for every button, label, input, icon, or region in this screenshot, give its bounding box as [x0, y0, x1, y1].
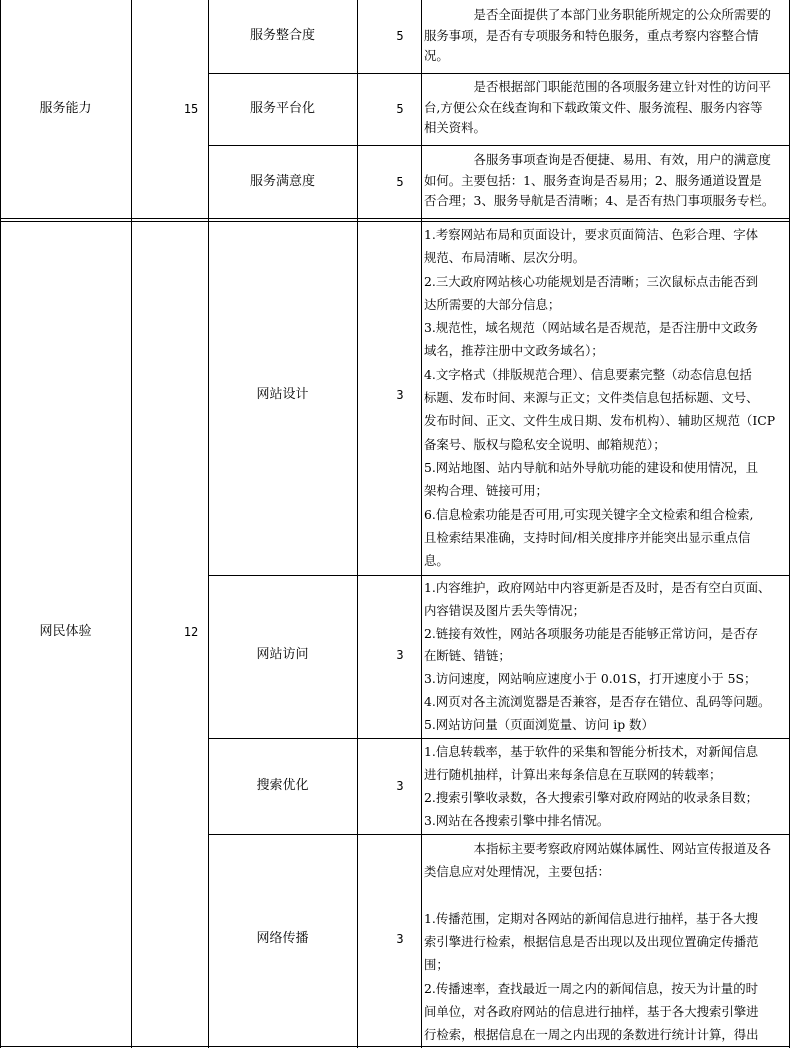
- item-description: [424, 577, 788, 737]
- description-line: 在断链、错链；: [424, 648, 511, 664]
- item-name: 网站设计: [256, 387, 309, 402]
- item-points: 5: [396, 175, 404, 189]
- description-line: 否合理；3、服务导航是否清晰；4、是否有热门事项服务专栏。: [424, 193, 775, 208]
- category-score: 15: [183, 102, 199, 116]
- description-line: 域名，推荐注册中文政务域名）；: [424, 343, 604, 359]
- description-line: 索引擎进行检索，根据信息是否出现以及出现位置确定传播范: [424, 934, 759, 950]
- description-line: 标题、发布时间、来源与正文；文件类信息包括标题、文号、: [424, 390, 759, 406]
- description-line: 围；: [424, 957, 449, 973]
- item-name: 网站访问: [256, 647, 309, 662]
- description-line: 各服务事项查询是否便捷、易用、有效，用户的满意度: [424, 152, 771, 167]
- description-line: 规范、布局清晰、层次分明。: [424, 250, 586, 266]
- column-divider: [208, 0, 209, 1048]
- item-description: [424, 150, 788, 212]
- description-line: 1.信息转载率，基于软件的采集和智能分析技术，对新闻信息: [424, 744, 758, 759]
- description-line: 5.网站地图、站内导航和站外导航功能的建设和使用情况，且: [424, 459, 758, 475]
- description-line: 如何。主要包括：1、服务查询是否易用；2、服务通道设置是: [424, 172, 762, 188]
- column-divider: [357, 0, 358, 1048]
- description-line: 5.网站访问量（页面浏览量、访问 ip 数）: [424, 716, 654, 732]
- category-cell: 服务能力: [39, 101, 92, 116]
- description-line: 达所需要的大部分信息；: [424, 296, 561, 312]
- description-line: 3.访问速度，网站响应速度小于 0.01S，打开速度小于 5S；: [424, 671, 757, 687]
- description-line: 况。: [424, 48, 449, 63]
- row-divider: [208, 73, 790, 74]
- row-divider: [0, 218, 790, 219]
- description-line: 备案号、版权与隐私安全说明、邮箱规范）；: [424, 436, 666, 452]
- item-description: [424, 5, 788, 67]
- item-name: 搜索优化: [256, 778, 309, 793]
- item-points: 3: [396, 779, 404, 793]
- item-name: 网络传播: [256, 931, 309, 946]
- description-line: 台,方便公众在线查询和下载政策文件、服务流程、服务内容等: [424, 99, 763, 115]
- item-name: 服务整合度: [249, 28, 315, 43]
- description-line: 2.三大政府网站核心功能规划是否清晰；三次鼠标点击能否到: [424, 273, 758, 289]
- description-line: 2.传播速率，查找最近一周之内的新闻信息，按天为计量的时: [424, 980, 758, 996]
- row-divider: [208, 834, 790, 835]
- description-line: 2.搜索引擎收录数，各大搜索引擎对政府网站的收录条目数；: [424, 790, 758, 805]
- description-line: 6.信息检索功能是否可用,可实现关键字全文检索和组合检索,: [424, 506, 754, 522]
- row-divider: [208, 575, 790, 576]
- description-line: 发布时间、正文、文件生成日期、发布机构）、辅助区规范（ICP: [424, 413, 776, 429]
- description-line: 相关资料。: [424, 120, 486, 135]
- item-description: [424, 740, 788, 832]
- description-line: 3.规范性，域名规范（网站域名是否规范，是否注册中文政务: [424, 320, 758, 336]
- row-divider: [0, 221, 790, 222]
- description-line: 间单位，对各政府网站的信息进行抽样，基于各大搜索引擎进: [424, 1004, 759, 1020]
- description-line: 3.网站在各搜索引擎中排名情况。: [424, 813, 610, 828]
- category-cell: 网民体验: [39, 624, 92, 639]
- description-line: 是否根据部门职能范围的各项服务建立针对性的访问平: [424, 79, 771, 94]
- item-name: 服务平台化: [249, 101, 315, 116]
- description-line: 是否全面提供了本部门业务职能所规定的公众所需要的: [424, 7, 771, 22]
- column-divider: [131, 0, 132, 1048]
- category-score: 12: [183, 625, 199, 639]
- description-line: 1.考察网站布局和页面设计，要求页面简洁、色彩合理、字体: [424, 227, 758, 242]
- description-line: 行检索，根据信息在一周之内出现的条数进行统计计算，得出: [424, 1027, 759, 1043]
- description-line: 服务事项，是否有专项服务和特色服务，重点考察内容整合情: [424, 27, 759, 43]
- description-line: 1.内容维护，政府网站中内容更新是否及时，是否有空白页面、: [424, 580, 771, 595]
- description-line: 且检索结果准确，支持时间/相关度排序并能突出显示重点信: [424, 529, 751, 545]
- item-points: 5: [396, 29, 404, 43]
- column-divider: [421, 0, 422, 1048]
- description-line: 进行随机抽样，计算出来每条信息在互联网的转载率；: [424, 767, 722, 782]
- description-line: 架构合理、链接可用；: [424, 483, 548, 499]
- description-line: 息。: [424, 553, 449, 569]
- description-line: 4.文字格式（排版规范合理）、信息要素完整（动态信息包括: [424, 366, 752, 382]
- description-line: [424, 884, 788, 907]
- item-points: 3: [396, 388, 404, 402]
- item-description: [424, 223, 788, 572]
- item-description: [424, 77, 788, 139]
- item-points: 3: [396, 648, 404, 662]
- row-divider: [208, 145, 790, 146]
- item-description: [424, 837, 788, 1047]
- table-border-left: [0, 0, 1, 1048]
- item-name: 服务满意度: [249, 174, 315, 189]
- description-line: 4.网页对各主流浏览器是否兼容，是否存在错位、乱码等问题。: [424, 693, 771, 709]
- description-line: 本指标主要考察政府网站媒体属性、网站宣传报道及各: [424, 841, 771, 856]
- item-points: 5: [396, 102, 404, 116]
- description-line: 2.链接有效性，网站各项服务功能是否能够正常访问，是否存: [424, 625, 758, 641]
- description-line: 类信息应对处理情况，主要包括：: [424, 864, 610, 880]
- description-line: 内容错误及图片丢失等情况；: [424, 602, 586, 618]
- row-divider: [208, 738, 790, 739]
- description-line: 1.传播范围，定期对各网站的新闻信息进行抽样，基于各大搜: [424, 910, 758, 926]
- item-points: 3: [396, 932, 404, 946]
